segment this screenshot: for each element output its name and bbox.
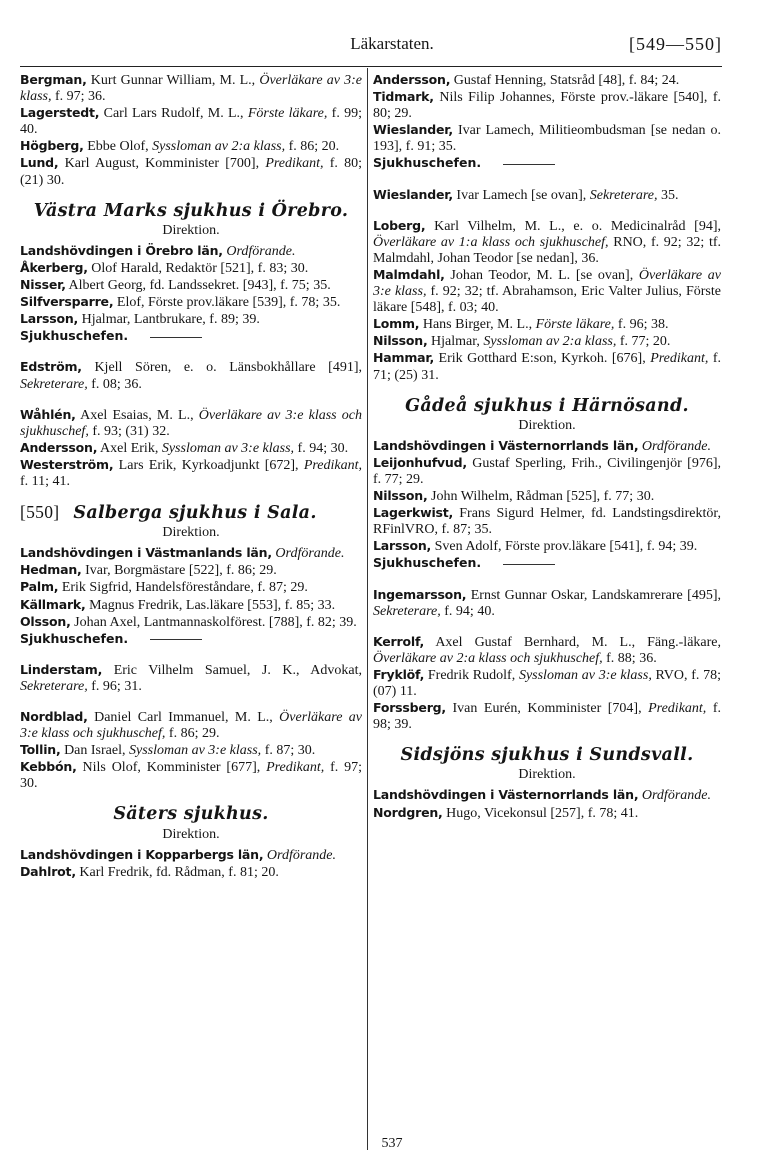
staff-entry (373, 488, 721, 505)
entry-name: Tidmark, (373, 89, 434, 105)
entry-name: Nordgren, (373, 804, 443, 820)
entry-details: John Wilhelm, Rådman [525], f. 77; 30. (427, 489, 655, 505)
entry-title: Förste läkare, (247, 106, 328, 122)
entry-details: Gustaf Henning, Statsråd [48], f. 84; 24. (450, 73, 680, 88)
staff-entry (373, 316, 721, 333)
staff-entry (20, 359, 362, 392)
entry-name: Bergman, (20, 72, 87, 87)
section-heading: Säters sjukhus. (113, 804, 269, 825)
staff-entry (20, 440, 362, 457)
entry-details: Erik Gotthard E:son, Kyrkoh. [676], (434, 351, 651, 367)
entry-name: Kebbón, (20, 759, 77, 775)
entry-title: Syssloman av 3:e klass, (128, 743, 262, 759)
staff-entry (20, 662, 362, 695)
entry-dates: f. 96; 31. (87, 678, 142, 694)
entry-name: Hammar, (373, 350, 435, 366)
entry-name: Ingemarsson, (373, 586, 467, 602)
entry-name: Silfversparre, (20, 294, 114, 310)
entry-details: Ivar Lamech [se ovan], (452, 187, 590, 203)
staff-entry (373, 805, 721, 822)
spacer (20, 345, 362, 359)
header-rule (20, 66, 722, 67)
entry-name: Linderstam, (20, 661, 103, 677)
entry-dates: f. 99; 40. (20, 106, 362, 138)
staff-entry (373, 89, 721, 122)
staff-entry (20, 328, 362, 345)
entry-details: Hjalmar, (427, 334, 484, 350)
staff-entry (373, 155, 721, 172)
entry-title: Förste läkare, (535, 317, 615, 333)
right-column (373, 72, 721, 822)
entry-name: Wåhlén, (20, 406, 76, 422)
staff-entry (373, 455, 721, 488)
entry-name: Landshövdingen i Västernorrlands län, (373, 787, 639, 803)
entry-title: Ordförande. (226, 243, 296, 259)
entry-title: Predikant, (648, 701, 707, 717)
entry-title: Sekreterare, (589, 187, 658, 203)
entry-dates: f. 98; 39. (373, 701, 721, 733)
entry-details: Fredrik Rudolf, (424, 667, 519, 683)
staff-entry (373, 700, 721, 733)
staff-entry (20, 155, 362, 188)
entry-name: Wieslander, (373, 186, 453, 202)
entry-title: Ordförande. (641, 788, 711, 804)
section-heading: Gådeå sjukhus i Härnösand. (405, 395, 689, 416)
spacer (373, 620, 721, 634)
entry-details: Karl August, Komminister [700], (58, 156, 266, 172)
spacer (20, 695, 362, 709)
entry-title: Syssloman av 2:a klass, (483, 334, 617, 350)
staff-entry (20, 614, 362, 631)
separator-rule (150, 639, 202, 640)
staff-entry (373, 267, 721, 316)
entry-name: Andersson, (20, 439, 98, 455)
entry-details: Olof Harald, Redaktör [521], f. 83; 30. (87, 260, 309, 276)
entry-name: Åkerberg, (20, 259, 88, 275)
entry-details: Sven Adolf, Förste prov.läkare [541], f. 94; 39. (431, 539, 698, 555)
spacer (20, 648, 362, 662)
staff-entry (373, 187, 721, 204)
column-divider (367, 68, 368, 1150)
staff-entry (20, 709, 362, 742)
spacer (373, 204, 721, 218)
entry-name: Sjukhuschefen. (20, 630, 129, 646)
entry-title: Predikant, (265, 156, 324, 172)
staff-entry (20, 105, 362, 138)
staff-entry (20, 579, 362, 596)
entry-details: Frans Sigurd Helmer, fd. Landstingsdirektör, RFinlVRO, f. 87; 35. (373, 506, 721, 538)
entry-dates: f. 94; 30. (294, 440, 349, 456)
subheading-direktion: Direktion. (162, 525, 220, 541)
entry-details: Erik Sigfrid, Handelsföreståndare, f. 87; 29. (58, 580, 308, 596)
staff-entry (373, 667, 721, 700)
entry-title: Ordförande. (266, 847, 337, 863)
entry-details: Dan Israel, (60, 743, 129, 759)
entry-name: Westerström, (20, 456, 114, 472)
staff-entry (20, 597, 362, 614)
entry-title: Syssloman av 3:e klass, (161, 440, 295, 456)
staff-entry (20, 72, 362, 105)
entry-name: Larsson, (373, 538, 432, 554)
entry-details: Nils Olof, Komminister [677], (76, 760, 267, 776)
entry-details: Ivar Lamech, Militieombudsman [se nedan o. 193], f. 91; 35. (373, 123, 721, 155)
staff-entry (20, 407, 362, 440)
entry-name: Forssberg, (373, 700, 446, 716)
entry-name: Edström, (20, 359, 82, 375)
entry-details: Karl Fredrik, fd. Rådman, f. 81; 20. (75, 864, 279, 880)
staff-entry (20, 260, 362, 277)
entry-name: Olsson, (20, 613, 71, 629)
entry-title: Överläkare av 3:e klass, (20, 73, 362, 105)
entry-dates: f. 08; 36. (87, 376, 142, 392)
entry-details: Hugo, Vicekonsul [257], f. 78; 41. (442, 805, 639, 821)
subheading-direktion: Direktion. (162, 826, 220, 842)
separator-rule (503, 564, 555, 565)
entry-dates: f. 96; 38. (614, 317, 669, 333)
staff-entry (373, 505, 721, 538)
staff-entry (20, 545, 362, 562)
entry-name: Nilsson, (373, 488, 428, 504)
page-number: 537 (381, 1136, 403, 1151)
staff-entry (20, 759, 362, 792)
section-heading-text: Salberga sjukhus i Sala. (73, 503, 317, 524)
entry-name: Hedman, (20, 562, 82, 578)
staff-entry (373, 72, 721, 89)
entry-name: Sjukhuschefen. (373, 155, 482, 171)
entry-dates: f. 77; 20. (616, 334, 671, 350)
entry-name: Landshövdingen i Kopparbergs län, (20, 846, 264, 862)
entry-dates: f. 94; 40. (440, 603, 495, 619)
staff-entry (20, 294, 362, 311)
subheading-direktion: Direktion. (518, 417, 576, 433)
entry-dates: f. 93; (31) 32. (88, 423, 170, 439)
entry-dates: RNO, f. 92; 32; tf. Malmdahl, Johan Teodor [se nedan], 36. (373, 234, 721, 266)
entry-name: Loberg, (373, 217, 426, 233)
entry-name: Nisser, (20, 277, 66, 293)
separator-rule (150, 337, 202, 338)
subheading-direktion: Direktion. (162, 222, 220, 238)
entry-name: Andersson, (373, 72, 451, 87)
entry-details: Axel Erik, (97, 440, 162, 456)
entry-name: Leijonhufvud, (373, 454, 467, 470)
entry-details: Hans Birger, M. L., (419, 317, 536, 333)
entry-dates: RVO, f. 78; (07) 11. (373, 667, 721, 699)
entry-title: Överläkare av 2:a klass och sjukhuschef, (373, 650, 603, 666)
entry-title: Ordförande. (641, 438, 711, 454)
separator-rule (503, 164, 555, 165)
section-range: [549—550] (629, 34, 722, 54)
staff-entry (20, 277, 362, 294)
entry-details: Karl Vilhelm, M. L., e. o. Medicinalråd [94], (425, 218, 721, 234)
staff-entry (373, 555, 721, 572)
entry-details: Johan Teodor, M. L. [se ovan], (444, 267, 639, 283)
entry-dates: f. 80; (21) 30. (20, 156, 362, 188)
entry-title: Överläkare av 3:e klass och sjukhuschef, (20, 710, 362, 742)
spacer (373, 573, 721, 587)
staff-entry (373, 122, 721, 155)
entry-title: Överläkare av 1:a klass och sjukhuschef, (373, 234, 609, 250)
entry-details: Ivar, Borgmästare [522], f. 86; 29. (81, 563, 277, 579)
spacer (20, 393, 362, 407)
entry-name: Tollin, (20, 742, 61, 758)
staff-entry (373, 438, 721, 455)
entry-details: Kjell Sören, e. o. Länsbokhållare [491], (81, 360, 362, 376)
entry-name: Lund, (20, 155, 59, 171)
entry-dates: f. 71; (25) 31. (373, 351, 721, 383)
entry-title: Sekreterare, (20, 678, 88, 694)
section-heading: Sidsjöns sjukhus i Sundsvall. (400, 745, 694, 766)
entry-dates: f. 86; 29. (165, 726, 220, 742)
entry-details: Albert Georg, fd. Landssekret. [943], f. 75; 35. (65, 278, 331, 294)
staff-entry (20, 562, 362, 579)
page-header (0, 34, 784, 62)
entry-title: Ordförande. (275, 546, 345, 562)
entry-name: Palm, (20, 579, 59, 595)
staff-entry (373, 333, 721, 350)
subheading-direktion: Direktion. (518, 767, 576, 783)
entry-title: Syssloman av 3:e klass, (518, 667, 652, 683)
entry-title: Sekreterare, (20, 376, 88, 392)
entry-name: Nilsson, (373, 333, 428, 349)
entry-dates: f. 97; 36. (51, 89, 106, 105)
entry-title: Överläkare av 3:e klass och sjukhuschef, (20, 407, 362, 439)
entry-name: Malmdahl, (373, 266, 445, 282)
left-column (20, 72, 362, 881)
staff-entry (20, 631, 362, 648)
staff-entry (20, 311, 362, 328)
entry-name: Högberg, (20, 138, 84, 154)
entry-name: Sjukhuschefen. (373, 555, 482, 571)
entry-dates: f. 87; 30. (261, 743, 316, 759)
entry-dates: 35. (657, 187, 679, 203)
entry-name: Kerrolf, (373, 633, 425, 649)
staff-entry (20, 138, 362, 155)
entry-details: Hjalmar, Lantbrukare, f. 89; 39. (78, 312, 260, 328)
entry-dates: f. 88; 36. (602, 650, 657, 666)
entry-name: Landshövdingen i Örebro län, (20, 242, 223, 258)
entry-details: Johan Axel, Lantmannaskolförest. [788], f. 82; 39. (70, 614, 357, 630)
entry-details: Elof, Förste prov.läkare [539], f. 78; 35. (113, 295, 341, 311)
entry-title: Predikant, (266, 760, 325, 776)
entry-name: Nordblad, (20, 709, 88, 724)
entry-details: Axel Esaias, M. L., (75, 407, 199, 423)
section-number: [550] (20, 502, 60, 523)
staff-entry (20, 243, 362, 260)
entry-name: Lagerstedt, (20, 105, 100, 121)
entry-name: Dahlrot, (20, 863, 76, 879)
entry-title: Predikant, (650, 351, 709, 367)
entry-details: Ebbe Olof, (83, 139, 153, 155)
entry-details: Daniel Carl Immanuel, M. L., (87, 710, 280, 725)
staff-entry (373, 350, 721, 383)
entry-name: Lomm, (373, 316, 420, 332)
section-heading: Västra Marks sjukhus i Örebro. (33, 200, 349, 221)
section-heading (20, 502, 362, 524)
entry-details: Eric Vilhelm Samuel, J. K., Advokat, (102, 662, 362, 678)
entry-details: Axel Gustaf Bernhard, M. L., Fäng.-läkare, (424, 634, 721, 650)
entry-details: Nils Filip Johannes, Förste prov.-läkare [540], f. 80; 29. (373, 90, 721, 122)
spacer (373, 173, 721, 187)
staff-entry (373, 787, 721, 804)
entry-name: Sjukhuschefen. (20, 328, 129, 344)
entry-dates: f. 86; 20. (285, 139, 340, 155)
staff-entry (373, 538, 721, 555)
staff-entry (373, 218, 721, 267)
entry-details: Carl Lars Rudolf, M. L., (99, 106, 248, 122)
entry-details: Lars Erik, Kyrkoadjunkt [672], (113, 457, 304, 473)
entry-title: Syssloman av 2:a klass, (152, 139, 286, 155)
staff-entry (373, 587, 721, 620)
entry-title: Överläkare av 3:e klass, (373, 267, 722, 300)
staff-entry (20, 847, 362, 864)
entry-details: Magnus Fredrik, Las.läkare [553], f. 85; 33. (85, 597, 336, 613)
staff-entry (373, 634, 721, 667)
entry-name: Larsson, (20, 311, 79, 327)
entry-name: Landshövdingen i Västernorrlands län, (373, 437, 639, 453)
staff-entry (20, 457, 362, 490)
entry-details: Kurt Gunnar William, M. L., (86, 73, 260, 88)
entry-details: Ivan Eurén, Komminister [704], (445, 701, 649, 717)
entry-title: Sekreterare, (373, 603, 441, 619)
entry-name: Landshövdingen i Västmanlands län, (20, 545, 272, 561)
entry-dates: f. 92; 32; tf. Abrahamson, Eric Valter Julius, Förste läkare [548], f. 03; 40. (373, 284, 721, 316)
staff-entry (20, 742, 362, 759)
entry-details: Ernst Gunnar Oskar, Landskamrerare [495], (466, 587, 721, 603)
running-title: Läkarstaten. (350, 34, 434, 53)
entry-dates: f. 97; 30. (20, 760, 362, 792)
entry-dates: f. 11; 41. (20, 473, 71, 489)
entry-name: Wieslander, (373, 122, 453, 138)
entry-details: Gustaf Sperling, Frih., Civilingenjör [976], f. 77; 29. (373, 455, 721, 487)
entry-title: Predikant, (303, 457, 362, 473)
entry-name: Fryklöf, (373, 666, 425, 682)
staff-entry (20, 864, 362, 881)
entry-name: Källmark, (20, 596, 86, 612)
entry-name: Lagerkwist, (373, 505, 454, 521)
